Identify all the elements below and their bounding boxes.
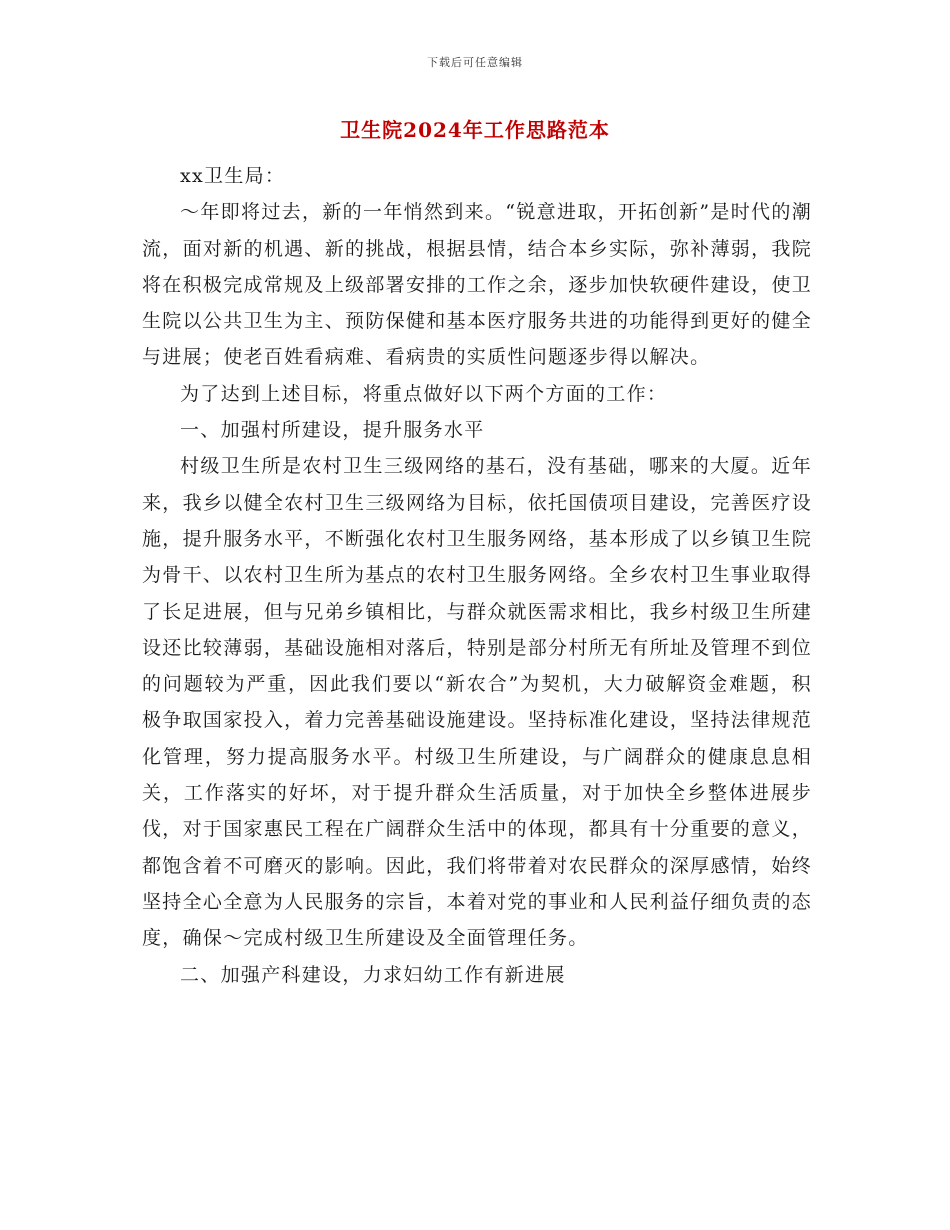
paragraph-intro: ～年即将过去，新的一年悄然到来。“锐意进取，开拓创新”是时代的潮流，面对新的机遇、新的挑战，根据县情，结合本乡实际，弥补薄弱，我院将在积极完成常规及上级部署安排的工作之余，逐步加快软硬件建设，使卫生院以公共卫生为主、预防保健和基本医疗服务共进的功能得到更好的健全与进展；使老百姓看病难、看病贵的实质性问题逐步得以解决。 xyxy=(142,201,812,369)
paragraph-section-1: 村级卫生所是农村卫生三级网络的基石，没有基础，哪来的大厦。近年来，我乡以健全农村卫生三级网络为目标，依托国债项目建设，完善医疗设施，提升服务水平，不断强化农村卫生服务网络，基本形成了以乡镇卫生院为骨干、以农村卫生所为基点的农村卫生服务网络。全乡农村卫生事业取得了长足进展，但与兄弟乡镇相比，与群众就医需求相比，我乡村级卫生所建设还比较薄弱，基础设施相对落后，特别是部分村所无有所址及管理不到位的问题较为严重，因此我们要以“新农合”为契机，大力破解资金难题，积极争取国家投入，着力完善基础设施建设。坚持标准化建设，坚持法律规范化管理，努力提高服务水平。村级卫生所建设，与广阔群众的健康息息相关，工作落实的好坏，对于提升群众生活质量，对于加快全乡整体进展步伐，对于国家惠民工程在广阔群众生活中的体现，都具有十分重要的意义，都饱含着不可磨灭的影响。因此，我们将带着对农民群众的深厚感情，始终坚持全心全意为人民服务的宗旨，本着对党的事业和人民利益仔细负责的态度，确保～完成村级卫生所建设及全面管理任务。 xyxy=(142,455,812,950)
document-title: 卫生院2024年工作思路范本 xyxy=(340,118,610,142)
header-note: 下载后可任意编辑 xyxy=(427,56,523,69)
section-heading-2: 二、加强产科建设，力求妇幼工作有新进展 xyxy=(180,963,566,986)
document-body xyxy=(142,158,812,993)
paragraph-goal: 为了达到上述目标，将重点做好以下两个方面的工作： xyxy=(180,382,668,405)
section-heading-1: 一、加强村所建设，提升服务水平 xyxy=(180,419,485,442)
salutation: xx卫生局： xyxy=(180,165,286,187)
